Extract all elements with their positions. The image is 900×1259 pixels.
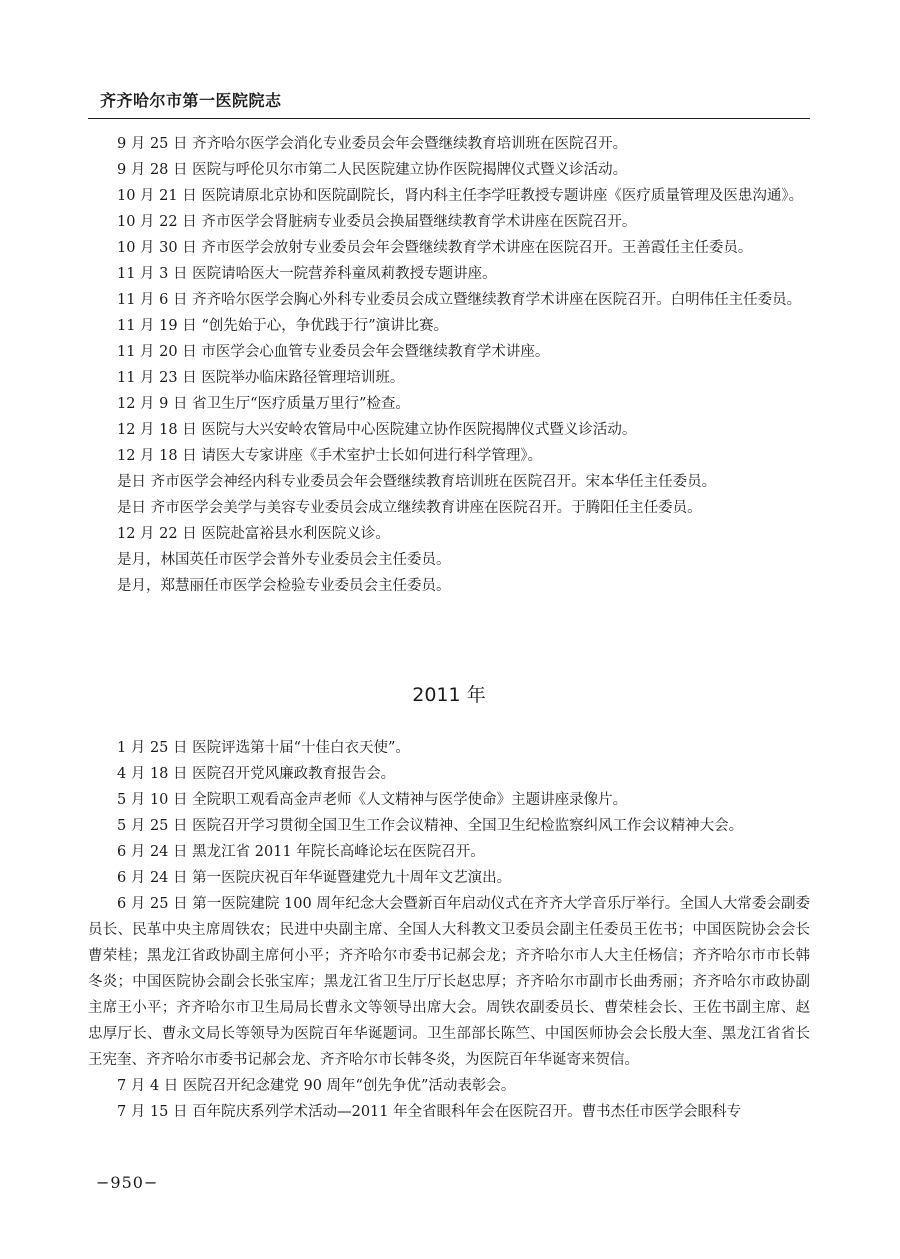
- entry-paragraph: 11 月 23 日 医院举办临床路径管理培训班。: [117, 370, 405, 386]
- entry-paragraph: 10 月 30 日 齐市医学会放射专业委员会年会暨继续教育学术讲座在医院召开。王善霞任主任委员。: [117, 240, 753, 256]
- entry-paragraph: 12 月 18 日 医院与大兴安岭农管局中心医院建立协作医院揭牌仪式暨义诊活动。: [117, 422, 637, 438]
- entry-paragraph: 10 月 22 日 齐市医学会肾脏病专业委员会换届暨继续教育学术讲座在医院召开。: [117, 214, 637, 230]
- entry-paragraph: 6 月 24 日 第一医院庆祝百年华诞暨建党九十周年文艺演出。: [117, 870, 512, 886]
- entry-paragraph: 是月，郑慧丽任市医学会检验专业委员会主任委员。: [117, 578, 451, 594]
- running-header-title: 齐齐哈尔市第一医院院志: [100, 91, 282, 110]
- entries-2011-block: [88, 735, 810, 1125]
- entry-paragraph: 9 月 28 日 医院与呼伦贝尔市第二人民医院建立协作医院揭牌仪式暨义诊活动。: [117, 162, 628, 178]
- entry-paragraph: 12 月 22 日 医院赴富裕县水利医院义诊。: [117, 526, 390, 542]
- entry-paragraph: 1 月 25 日 医院评选第十届“十佳白衣天使”。: [117, 740, 410, 756]
- year-heading: 2011 年: [412, 684, 486, 706]
- entry-paragraph: 是月，林国英任市医学会普外专业委员会主任委员。: [117, 552, 451, 568]
- entry-paragraph: 12 月 9 日 省卫生厅“医疗质量万里行”检查。: [117, 396, 410, 412]
- header-divider: [88, 118, 810, 119]
- entry-paragraph: 7 月 15 日 百年院庆系列学术活动—2011 年全省眼科年会在医院召开。曹书杰任市医学会眼科专: [117, 1104, 742, 1120]
- entry-paragraph: 9 月 25 日 齐齐哈尔医学会消化专业委员会年会暨继续教育培训班在医院召开。: [117, 136, 628, 152]
- page-number: −950−: [96, 1173, 159, 1192]
- entry-paragraph: 10 月 21 日 医院请原北京协和医院副院长，肾内科主任李学旺教授专题讲座《医疗质量管理及医患沟通》。: [117, 188, 804, 204]
- entry-paragraph: 是日 齐市医学会神经内科专业委员会年会暨继续教育培训班在医院召开。宋本华任主任委员。: [117, 474, 717, 490]
- entry-paragraph: 5 月 25 日 医院召开学习贯彻全国卫生工作会议精神、全国卫生纪检监察纠风工作会议精神大会。: [117, 818, 744, 834]
- entry-paragraph: 6 月 25 日 第一医院建院 100 周年纪念大会暨新百年启动仪式在齐齐大学音乐厅举行。全国人大常委会副委员长、民革中央主席周铁农；民进中央副主席、全国人大科教文卫委员会副主任委员王佐书；中国医院协会会长曹荣桂；黑龙江省政协副主席何小平；齐齐哈尔市委书记郝会龙；齐齐哈尔市人大主任杨信；齐齐哈尔市市长韩冬炎；中国医院协会副会长张宝库；黑龙江省卫生厅厅长赵忠厚；齐齐哈尔市副市长曲秀丽；齐齐哈尔市政协副主席王小平；齐齐哈尔市卫生局局长曹永文等领导出席大会。周铁农副委员长、曹荣桂会长、王佐书副主席、赵忠厚厅长、曹永文局长等领导为医院百年华诞题词。卫生部部长陈竺、中国医师协会会长殷大奎、黑龙江省省长王宪奎、齐齐哈尔市委书记郝会龙、齐齐哈尔市长韩冬炎，为医院百年华诞寄来贺信。: [88, 896, 810, 1068]
- entries-2010-block: [88, 131, 810, 599]
- entry-paragraph: 5 月 10 日 全院职工观看高金声老师《人文精神与医学使命》主题讲座录像片。: [117, 792, 628, 808]
- entry-paragraph: 11 月 20 日 市医学会心血管专业委员会年会暨继续教育学术讲座。: [117, 344, 550, 360]
- entry-paragraph: 12 月 18 日 请医大专家讲座《手术室护士长如何进行科学管理》。: [117, 448, 543, 464]
- entry-paragraph: 6 月 24 日 黑龙江省 2011 年院长高峰论坛在医院召开。: [117, 844, 485, 860]
- entry-paragraph: 11 月 6 日 齐齐哈尔医学会胸心外科专业委员会成立暨继续教育学术讲座在医院召开。白明伟任主任委员。: [117, 292, 802, 308]
- entry-paragraph: 7 月 4 日 医院召开纪念建党 90 周年“创先争优”活动表彰会。: [117, 1078, 516, 1094]
- entry-paragraph: 4 月 18 日 医院召开党风廉政教育报告会。: [117, 766, 396, 782]
- entry-paragraph: 是日 齐市医学会美学与美容专业委员会成立继续教育讲座在医院召开。于腾阳任主任委员。: [117, 500, 702, 516]
- entry-paragraph: 11 月 3 日 医院请哈医大一院营养科童凤莉教授专题讲座。: [117, 266, 497, 282]
- entry-paragraph: 11 月 19 日 “创先始于心，争优践于行”演讲比赛。: [117, 318, 449, 334]
